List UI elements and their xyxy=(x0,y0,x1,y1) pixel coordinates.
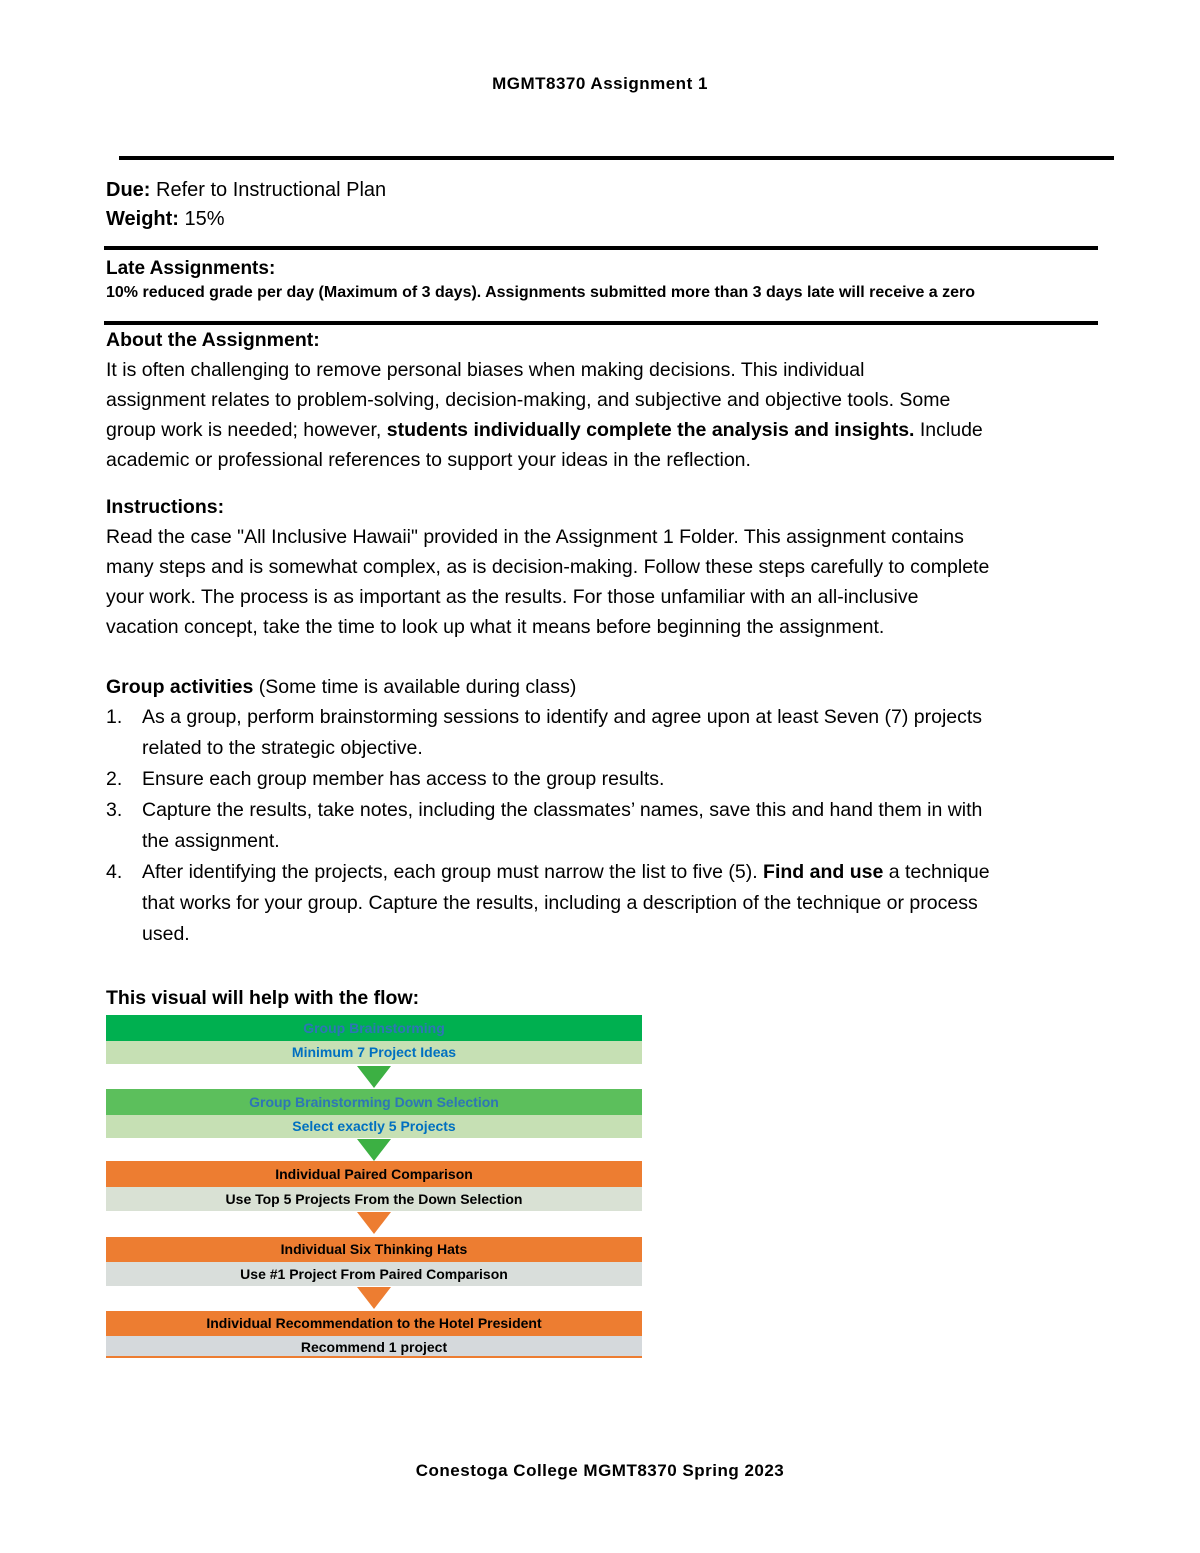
flow-down-arrow-icon xyxy=(357,1212,391,1234)
instructions-line: your work. The process is as important as the results. For those unfamiliar with an all-inclusive xyxy=(106,586,919,608)
late-heading: Late Assignments: xyxy=(106,258,276,279)
group-heading xyxy=(106,672,1096,702)
flow-heading: This visual will help with the flow: xyxy=(106,987,420,1009)
flow-down-arrow-icon xyxy=(357,1287,391,1309)
step-number: 3. xyxy=(106,799,123,821)
instructions-line: many steps and is somewhat complex, as is decision-making. Follow these steps carefully to complete xyxy=(106,556,990,578)
group-steps-list xyxy=(106,702,1096,950)
instructions-heading: Instructions: xyxy=(106,496,225,518)
step-line: Capture the results, take notes, including the classmates’ names, save this and hand them in with xyxy=(142,799,983,821)
group-heading-rest: (Some time is available during class) xyxy=(258,676,577,698)
due-label: Due: xyxy=(106,179,151,201)
about-heading: About the Assignment: xyxy=(106,329,320,351)
flow-step-six-thinking-hats: Individual Six Thinking Hats xyxy=(106,1237,642,1262)
header-divider xyxy=(119,156,1114,160)
flow-step-paired-comparison: Individual Paired Comparison xyxy=(106,1161,642,1187)
about-line: It is often challenging to remove personal biases when making decisions. This individual xyxy=(106,359,865,381)
about-text: group work is needed; however, xyxy=(106,419,382,441)
list-item xyxy=(106,795,1096,857)
due-value: Refer to Instructional Plan xyxy=(156,179,387,201)
flow-step-group-brainstorming: Group Brainstorming xyxy=(106,1015,642,1041)
weight-line xyxy=(106,204,225,234)
about-section xyxy=(106,325,1096,475)
flow-step-down-selection: Group Brainstorming Down Selection xyxy=(106,1089,642,1115)
list-item xyxy=(106,764,1096,795)
page-header-title: MGMT8370 Assignment 1 xyxy=(492,74,708,93)
step-text: a technique xyxy=(888,861,990,883)
step-number: 1. xyxy=(106,706,123,728)
about-line: assignment relates to problem-solving, decision-making, and subjective and objective tools. Some xyxy=(106,389,951,411)
step-number: 2. xyxy=(106,768,123,790)
step-line: used. xyxy=(142,923,190,945)
list-item xyxy=(106,857,1096,950)
late-policy-text: 10% reduced grade per day (Maximum of 3 days). Assignments submitted more than 3 days late will receive a zero xyxy=(106,284,976,301)
step-line: Ensure each group member has access to the group results. xyxy=(142,768,665,790)
group-activities-section xyxy=(106,672,1096,950)
flow-step-minimum-ideas: Minimum 7 Project Ideas xyxy=(106,1041,642,1064)
due-line xyxy=(106,175,386,205)
flow-step-number-one-project: Use #1 Project From Paired Comparison xyxy=(106,1262,642,1286)
list-item xyxy=(106,702,1096,764)
flow-down-arrow-icon xyxy=(357,1066,391,1088)
step-text: After identifying the projects, each group must narrow the list to five (5). xyxy=(142,861,758,883)
step-line: the assignment. xyxy=(142,830,280,852)
page-footer: Conestoga College MGMT8370 Spring 2023 xyxy=(415,1461,785,1480)
flow-step-top-five: Use Top 5 Projects From the Down Selection xyxy=(106,1187,642,1211)
about-text: Include xyxy=(919,419,983,441)
weight-value: 15% xyxy=(184,208,225,230)
step-line: related to the strategic objective. xyxy=(142,737,423,759)
weight-label: Weight: xyxy=(106,208,179,230)
step-number: 4. xyxy=(106,861,123,883)
flow-step-select-five: Select exactly 5 Projects xyxy=(106,1115,642,1138)
step-line xyxy=(142,857,1096,888)
flow-down-arrow-icon xyxy=(357,1139,391,1161)
step-line: that works for your group. Capture the results, including a description of the technique or process xyxy=(142,892,978,914)
step-line: As a group, perform brainstorming sessions to identify and agree upon at least Seven (7) projects xyxy=(142,706,983,728)
meta-divider xyxy=(104,246,1098,250)
group-heading-bold: Group activities xyxy=(106,676,254,698)
flow-step-recommendation: Individual Recommendation to the Hotel President xyxy=(106,1311,642,1336)
instructions-line: vacation concept, take the time to look up what it means before beginning the assignment. xyxy=(106,616,885,638)
about-emphasis: students individually complete the analysis and insights. xyxy=(386,419,915,441)
about-line xyxy=(106,415,1096,445)
instructions-section xyxy=(106,492,1096,642)
flow-step-recommend-one: Recommend 1 project xyxy=(106,1336,642,1358)
about-line: academic or professional references to support your ideas in the reflection. xyxy=(106,449,751,471)
step-emphasis: Find and use xyxy=(763,861,884,883)
instructions-line: Read the case "All Inclusive Hawaii" provided in the Assignment 1 Folder. This assignment contains xyxy=(106,526,964,548)
